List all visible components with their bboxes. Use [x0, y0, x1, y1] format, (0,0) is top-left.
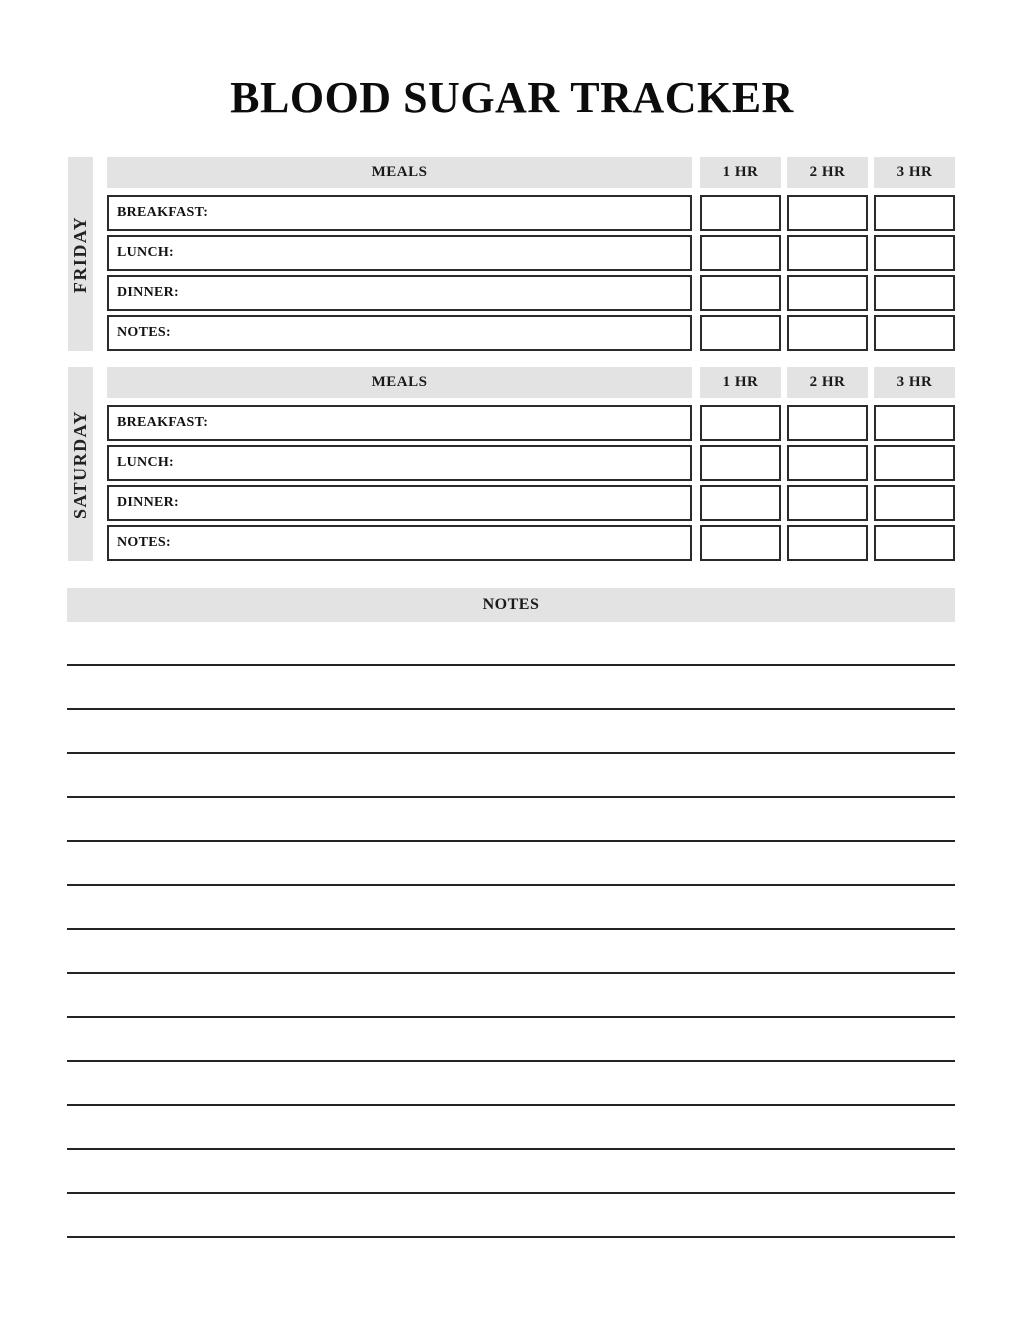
meal-row-breakfast — [107, 195, 955, 231]
dinner-1hr-box[interactable] — [700, 485, 781, 521]
lunch-3hr-box[interactable] — [874, 445, 955, 481]
day-section-saturday — [68, 367, 955, 561]
meal-label-notes: NOTES: — [117, 535, 171, 550]
hour-header-3hr: 3 HR — [874, 367, 955, 398]
note-line[interactable] — [67, 1060, 955, 1062]
dinner-meal-field[interactable] — [107, 275, 692, 311]
breakfast-3hr-box[interactable] — [874, 195, 955, 231]
day-table-saturday — [107, 367, 955, 561]
note-line[interactable] — [67, 972, 955, 974]
note-line[interactable] — [67, 752, 955, 754]
notes-lines-area — [67, 622, 955, 1238]
meals-header: MEALS — [107, 367, 692, 398]
meal-row-dinner — [107, 485, 955, 521]
day-band-friday — [68, 157, 93, 351]
dinner-1hr-box[interactable] — [700, 275, 781, 311]
day-label-friday: FRIDAY — [70, 215, 90, 293]
dinner-2hr-box[interactable] — [787, 485, 868, 521]
dinner-meal-field[interactable] — [107, 485, 692, 521]
note-line[interactable] — [67, 928, 955, 930]
hour-header-3hr: 3 HR — [874, 157, 955, 188]
meal-row-breakfast — [107, 405, 955, 441]
breakfast-3hr-box[interactable] — [874, 405, 955, 441]
table-header-row — [107, 367, 955, 398]
hour-header-1hr: 1 HR — [700, 157, 781, 188]
meal-row-notes — [107, 525, 955, 561]
note-line[interactable] — [67, 796, 955, 798]
breakfast-meal-field[interactable] — [107, 405, 692, 441]
note-line[interactable] — [67, 1192, 955, 1194]
notes-3hr-box[interactable] — [874, 315, 955, 351]
meal-row-lunch — [107, 445, 955, 481]
note-line[interactable] — [67, 1016, 955, 1018]
lunch-3hr-box[interactable] — [874, 235, 955, 271]
dinner-2hr-box[interactable] — [787, 275, 868, 311]
breakfast-meal-field[interactable] — [107, 195, 692, 231]
breakfast-2hr-box[interactable] — [787, 195, 868, 231]
note-line[interactable] — [67, 884, 955, 886]
meal-label-notes: NOTES: — [117, 325, 171, 340]
notes-3hr-box[interactable] — [874, 525, 955, 561]
note-line[interactable] — [67, 1104, 955, 1106]
notes-meal-field[interactable] — [107, 525, 692, 561]
note-line[interactable] — [67, 664, 955, 666]
meal-row-dinner — [107, 275, 955, 311]
breakfast-1hr-box[interactable] — [700, 405, 781, 441]
breakfast-2hr-box[interactable] — [787, 405, 868, 441]
note-line[interactable] — [67, 1148, 955, 1150]
note-line[interactable] — [67, 708, 955, 710]
day-band-saturday — [68, 367, 93, 561]
notes-2hr-box[interactable] — [787, 525, 868, 561]
dinner-3hr-box[interactable] — [874, 275, 955, 311]
note-line[interactable] — [67, 1236, 955, 1238]
lunch-1hr-box[interactable] — [700, 235, 781, 271]
hour-header-1hr: 1 HR — [700, 367, 781, 398]
meal-label-lunch: LUNCH: — [117, 455, 175, 470]
notes-1hr-box[interactable] — [700, 315, 781, 351]
table-header-row — [107, 157, 955, 188]
breakfast-1hr-box[interactable] — [700, 195, 781, 231]
lunch-2hr-box[interactable] — [787, 445, 868, 481]
meal-label-breakfast: BREAKFAST: — [117, 415, 209, 430]
page-title: BLOOD SUGAR TRACKER — [230, 73, 794, 122]
notes-meal-field[interactable] — [107, 315, 692, 351]
meals-header: MEALS — [107, 157, 692, 188]
meal-row-notes — [107, 315, 955, 351]
hour-header-2hr: 2 HR — [787, 157, 868, 188]
meal-row-lunch — [107, 235, 955, 271]
lunch-2hr-box[interactable] — [787, 235, 868, 271]
lunch-meal-field[interactable] — [107, 445, 692, 481]
meal-label-dinner: DINNER: — [117, 495, 179, 510]
meal-label-lunch: LUNCH: — [117, 245, 175, 260]
hour-header-2hr: 2 HR — [787, 367, 868, 398]
day-label-saturday: SATURDAY — [70, 409, 90, 519]
note-line[interactable] — [67, 840, 955, 842]
lunch-1hr-box[interactable] — [700, 445, 781, 481]
meal-label-breakfast: BREAKFAST: — [117, 205, 209, 220]
day-table-friday — [107, 157, 955, 351]
meal-label-dinner: DINNER: — [117, 285, 179, 300]
dinner-3hr-box[interactable] — [874, 485, 955, 521]
notes-section-header: NOTES — [67, 588, 955, 622]
notes-2hr-box[interactable] — [787, 315, 868, 351]
notes-1hr-box[interactable] — [700, 525, 781, 561]
lunch-meal-field[interactable] — [107, 235, 692, 271]
day-section-friday — [68, 157, 955, 351]
